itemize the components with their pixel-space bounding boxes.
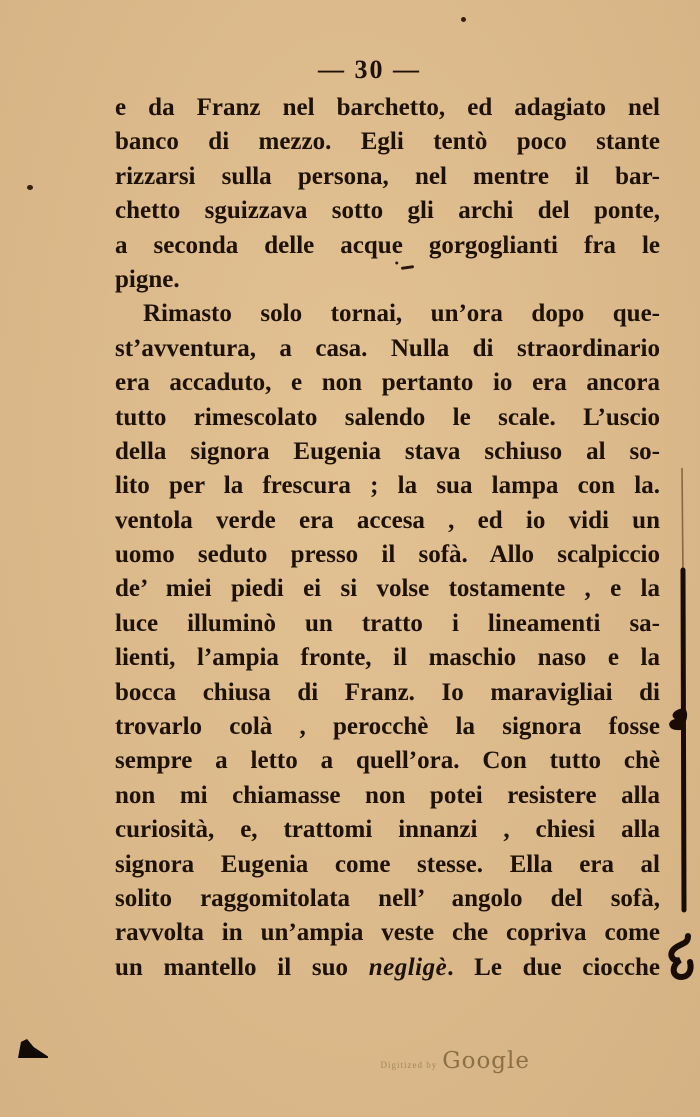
text-line: trovarlo colà , perocchè la signora fosse (115, 713, 660, 741)
paragraph (115, 297, 660, 985)
text-column (115, 91, 660, 985)
ink-blot-corner (18, 1039, 48, 1058)
text-line: st’avventura, a casa. Nulla di straordinario (115, 334, 660, 362)
watermark-prefix: Digitized by (380, 1060, 438, 1070)
text-line: della signora Eugenia stava schiuso al so- (115, 437, 660, 465)
text-line: curiosità, e, trattomi innanzi , chiesi alla (115, 816, 660, 844)
paragraph (115, 91, 660, 297)
text-line: sempre a letto a quell’ora. Con tutto chè (115, 747, 660, 775)
ink-speck (461, 17, 466, 22)
text-line: luce illuminò un tratto i lineamenti sa- (115, 609, 660, 637)
text-line: Rimasto solo tornai, un’ora dopo que- (143, 300, 660, 328)
text-line: rizzarsi sulla persona, nel mentre il bar- (115, 162, 660, 190)
text-line: lito per la frescura ; la sua lampa con la. (115, 472, 660, 500)
watermark-brand-google: Google (442, 1048, 530, 1074)
text-line: non mi chiamasse non potei resistere alla (115, 781, 660, 809)
text-line: tutto rimescolato salendo le scale. L’uscio (115, 403, 660, 431)
text-line: era accaduto, e non pertanto io era ancora (115, 369, 660, 397)
text-line: e da Franz nel barchetto, ed adagiato nel (115, 94, 660, 121)
page-number: — 30 — (318, 55, 421, 84)
page-edge-pen-stroke (648, 458, 698, 1003)
text-line: ravvolta in un’ampia veste che copriva come (115, 919, 660, 947)
google-watermark (340, 1048, 530, 1078)
text-line: signora Eugenia come stesse. Ella era al (115, 850, 660, 878)
text-line: de’ miei piedi ei si volse tostamente , e la (115, 575, 660, 603)
text-line: un mantello il suo negligè. Le due ciocche (115, 953, 661, 981)
text-line: a seconda delle acque gorgoglianti fra le (115, 231, 660, 259)
text-line: banco di mezzo. Egli tentò poco stante (115, 128, 660, 156)
text-line: solito raggomitolata nell’ angolo del sofà, (115, 884, 660, 912)
text-line: lienti, l’ampia fronte, il maschio naso e la (115, 644, 660, 672)
ink-speck (27, 185, 33, 190)
text-line: chetto sguizzava sotto gli archi del ponte, (115, 197, 660, 225)
text-line: uomo seduto presso il sofà. Allo scalpiccio (115, 541, 660, 569)
text-line: pigne. (115, 265, 180, 293)
text-line: ventola verde era accesa , ed io vidi un (115, 506, 660, 534)
text-line: bocca chiusa di Franz. Io maravigliai di (115, 678, 660, 706)
